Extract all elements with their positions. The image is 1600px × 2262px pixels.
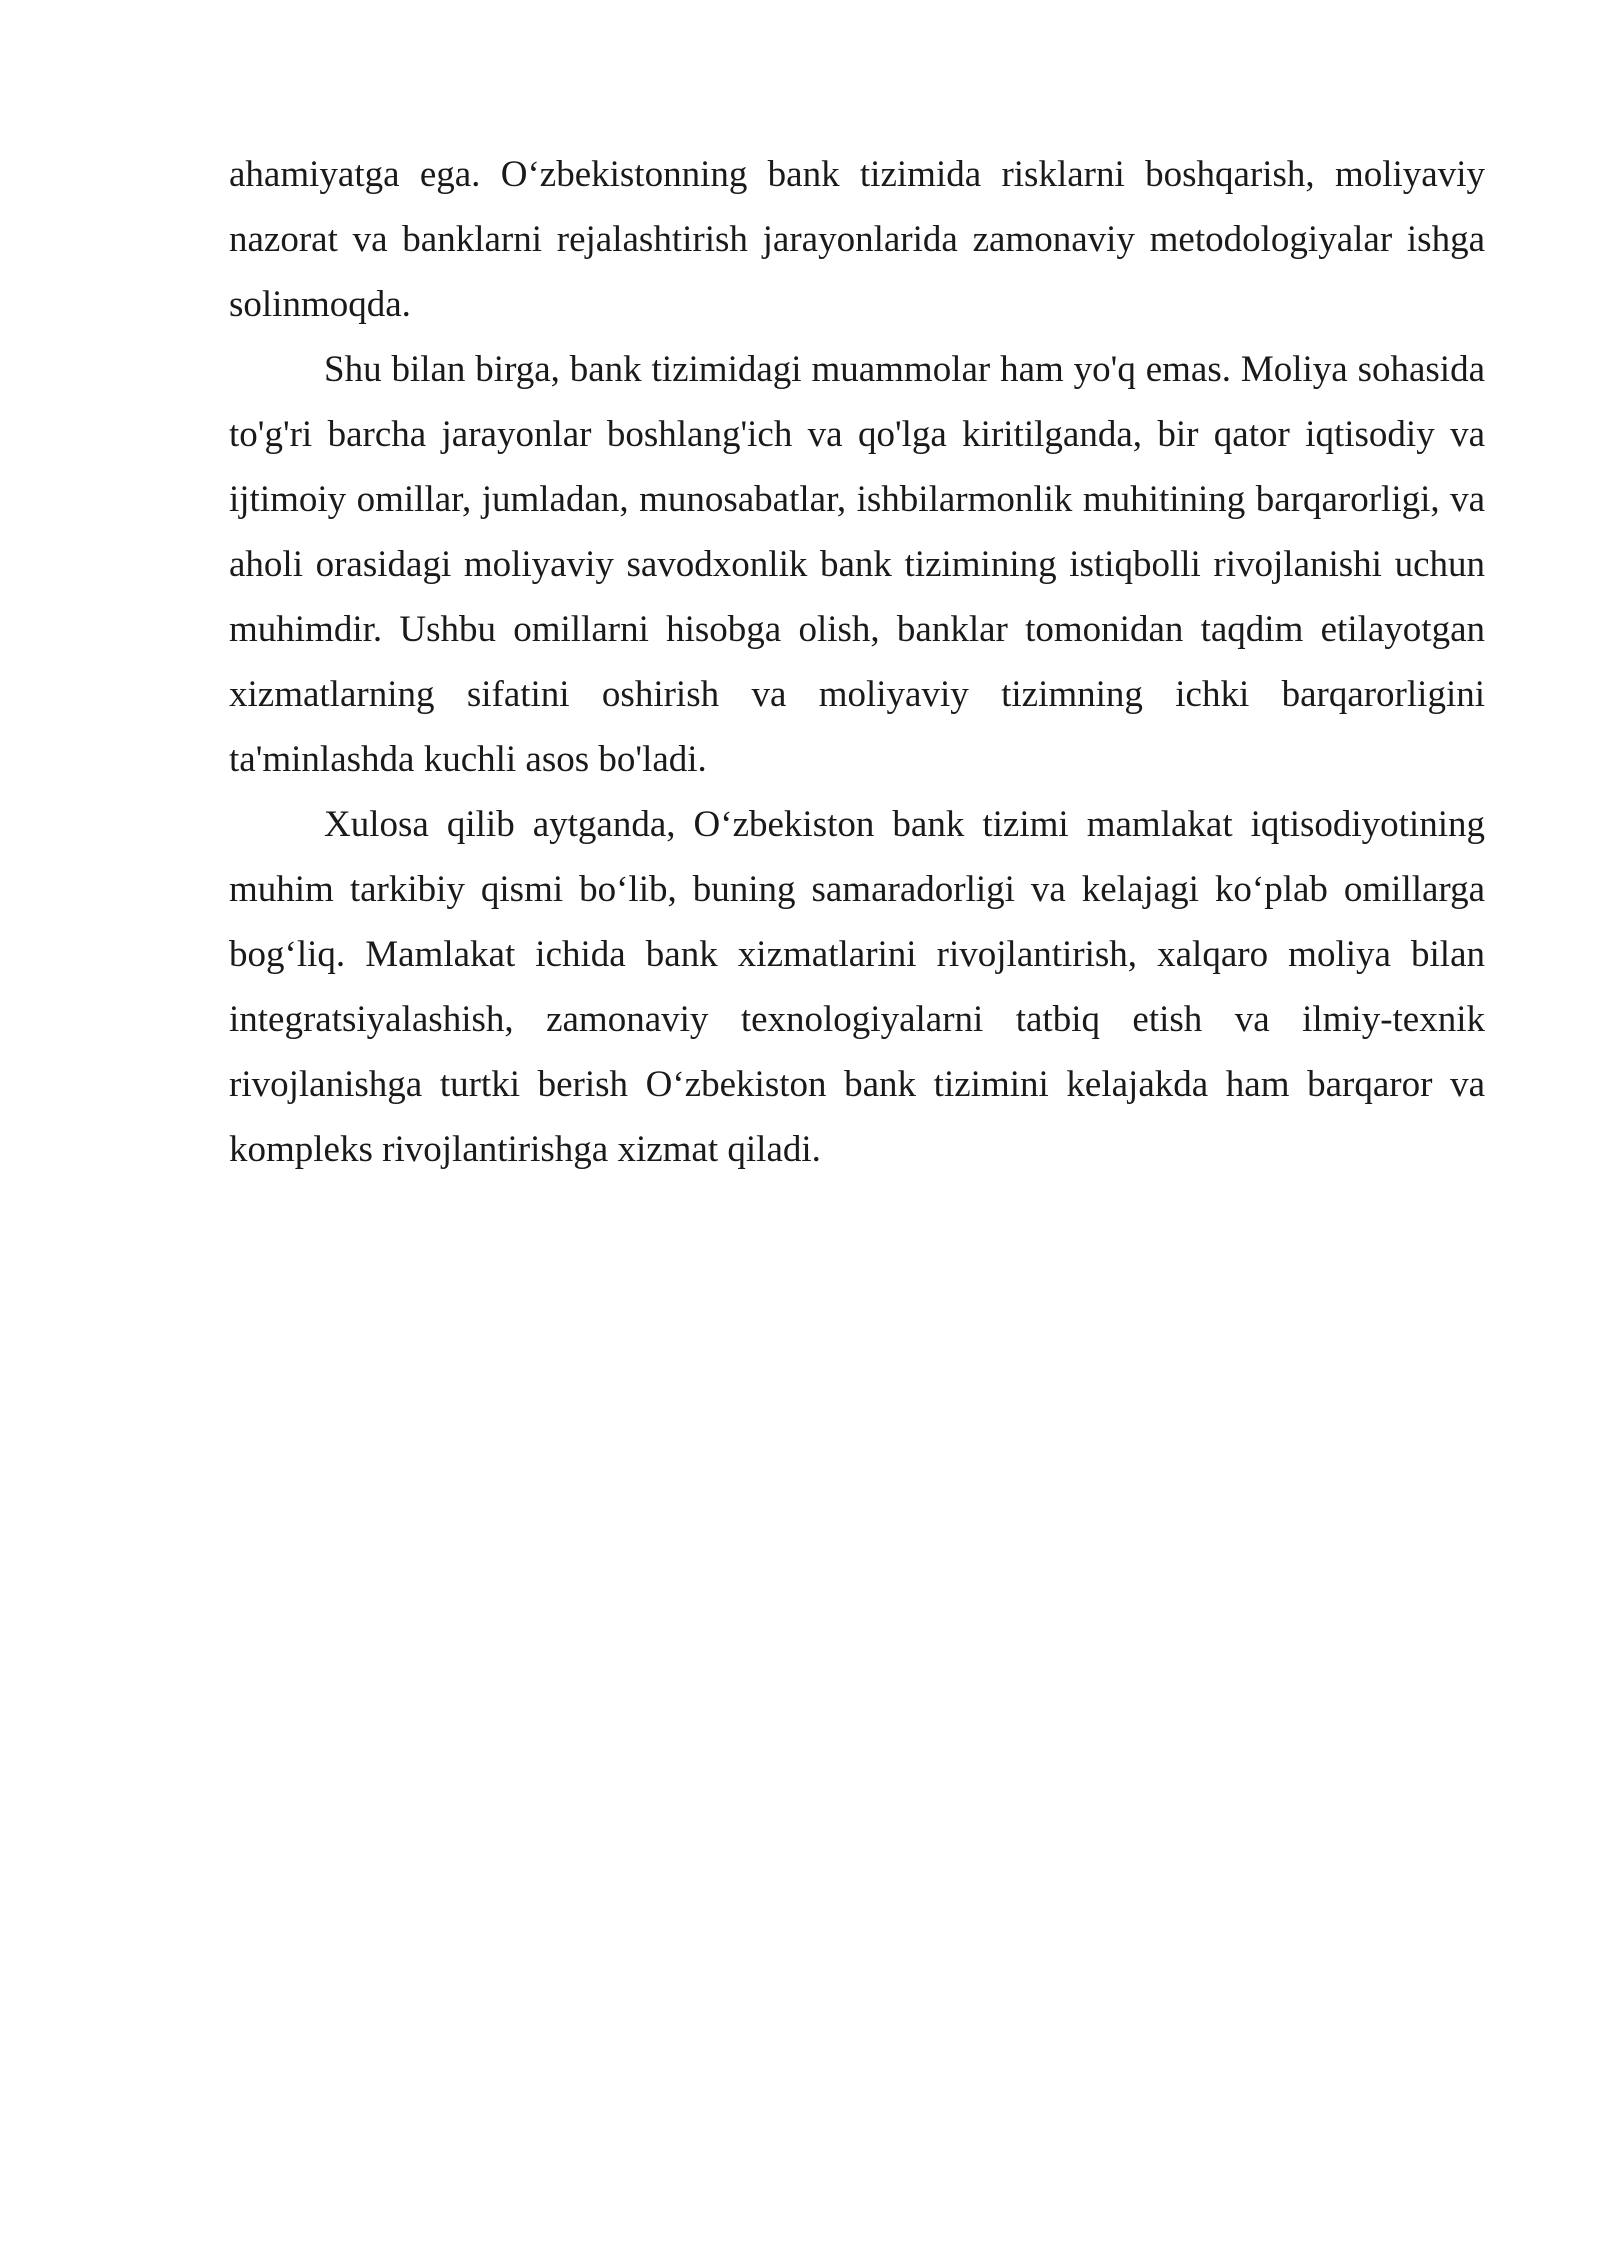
paragraph-banking-problems: Shu bilan birga, bank tizimidagi muammolar ham yo'q emas. Moliya sohasida to'g'ri barcha jarayonlar boshlang'ich va qo'lga kiritilganda, bir qator iqtisodiy va ijtimoiy omillar, jumladan, munosabatlar, ishbilarmonlik muhitining barqarorligi, va aholi orasidagi moliyaviy savodxonlik bank tizimining istiqbolli rivojlanishi uchun muhimdir. Ushbu omillarni hisobga olish, banklar tomonidan taqdim etilayotgan xizmatlarning sifatini oshirish va moliyaviy tizimning ichki barqarorligini ta'minlashda kuchli asos bo'ladi. (229, 349, 1485, 780)
document-body (229, 142, 1485, 1182)
paragraph-conclusion: Xulosa qilib aytganda, O‘zbekiston bank tizimi mamlakat iqtisodiyotining muhim tarkibiy qismi bo‘lib, buning samaradorligi va kelajagi ko‘plab omillarga bog‘liq. Mamlakat ichida bank xizmatlarini rivojlantirish, xalqaro moliya bilan integratsiyalashish, zamonaviy texnologiyalarni tatbiq etish va ilmiy-texnik rivojlanishga turtki berish O‘zbekiston bank tizimini kelajakda ham barqaror va kompleks rivojlantirishga xizmat qiladi. (229, 804, 1485, 1170)
paragraph-continuation: ahamiyatga ega. O‘zbekistonning bank tizimida risklarni boshqarish, moliyaviy nazorat va banklarni rejalashtirish jarayonlarida zamonaviy metodologiyalar ishga solinmoqda. (229, 154, 1485, 325)
